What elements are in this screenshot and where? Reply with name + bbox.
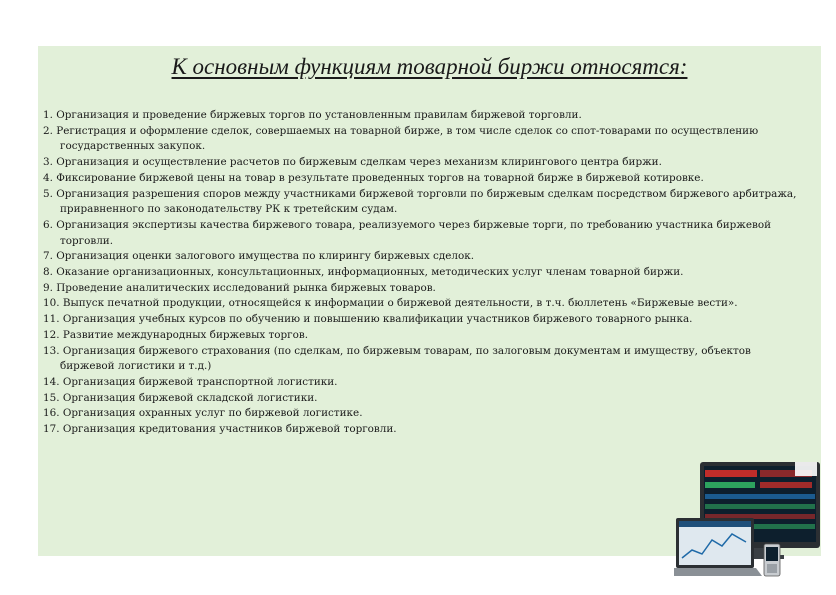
functions-list [43,108,808,438]
function-item [43,296,808,312]
function-item [43,312,808,328]
function-item-number: 7. [43,250,53,263]
function-item [43,391,808,407]
function-item-text: Организация биржевой транспортной логистики. [62,375,338,388]
function-item-number: 2. [43,124,53,137]
function-item-number: 10. [43,297,60,310]
function-item-number: 1. [43,109,53,121]
function-item-number: 6. [43,218,53,231]
function-item-number: 5. [43,187,53,200]
function-item-number: 12. [43,328,60,341]
function-item [43,249,808,265]
function-item-text: Выпуск печатной продукции, относящейся к информации о биржевой деятельности, в т.ч. бюллетень «Биржевые вести». [62,297,738,310]
function-item [43,344,808,375]
function-item [43,187,808,218]
function-item-number: 11. [43,313,60,326]
function-item-number: 4. [43,171,53,184]
function-item-number: 9. [43,281,53,294]
function-item [43,218,808,249]
function-item-text: Организация охранных услуг по биржевой логистике. [62,407,363,420]
function-item-text: Организация разрешения споров между участниками биржевой торговли по биржевым сделкам посредством биржевого арбитража, приравненного по законодательству РК к третейским судам. [56,187,797,216]
function-item-text: Фиксирование биржевой цены на товар в результате проведенных торгов на товарной бирже в биржевой котировке. [56,171,704,184]
function-item [43,406,808,422]
slide-title: К основным функциям товарной биржи относятся: [171,54,688,79]
function-item [43,171,808,187]
function-item-number: 16. [43,407,60,420]
function-item-number: 17. [43,423,60,436]
function-item-text: Организация кредитования участников биржевой торговли. [62,423,397,436]
function-item [43,281,808,297]
function-item-text: Организация биржевой складской логистики. [62,391,318,404]
function-item [43,422,808,438]
function-item-text: Организация и осуществление расчетов по биржевым сделкам через механизм клирингового центра биржи. [56,156,662,169]
function-item [43,375,808,391]
phone-icon [764,544,780,576]
function-item-number: 15. [43,391,60,404]
function-item-number: 13. [43,344,60,357]
function-item [43,124,808,155]
function-item-text: Организация экспертизы качества биржевого товара, реализуемого через биржевые торги, по требованию участника биржевой торговли. [56,218,772,247]
slide-panel [38,46,821,556]
function-item-text: Развитие международных биржевых торгов. [62,328,309,341]
function-item-number: 8. [43,266,53,279]
function-item-number: 3. [43,156,53,169]
function-item-text: Оказание организационных, консультационных, информационных, методических услуг членам товарной биржи. [56,266,684,279]
function-item [43,108,808,124]
function-item-text: Проведение аналитических исследований рынка биржевых товаров. [56,281,436,294]
function-item-text: Организация биржевого страхования (по сделкам, по биржевым товарам, по залоговым документам и имуществу, объектов биржевой логистики и т.д.) [60,344,751,373]
laptop-icon [674,518,762,576]
function-item-text: Организация и проведение биржевых торгов по установленным правилам биржевой торговли. [56,109,582,121]
function-item [43,265,808,281]
trading-devices-illustration [674,462,822,580]
function-item-text: Организация оценки залогового имущества по клирингу биржевых сделок. [56,250,475,263]
function-item [43,328,808,344]
function-item [43,155,808,171]
function-item-number: 14. [43,375,60,388]
function-item-text: Регистрация и оформление сделок, совершаемых на товарной бирже, в том числе сделок со спот-товарами по осуществлению государственных закупок. [56,124,759,153]
function-item-text: Организация учебных курсов по обучению и повышению квалификации участников биржевого товарного рынка. [62,313,693,326]
